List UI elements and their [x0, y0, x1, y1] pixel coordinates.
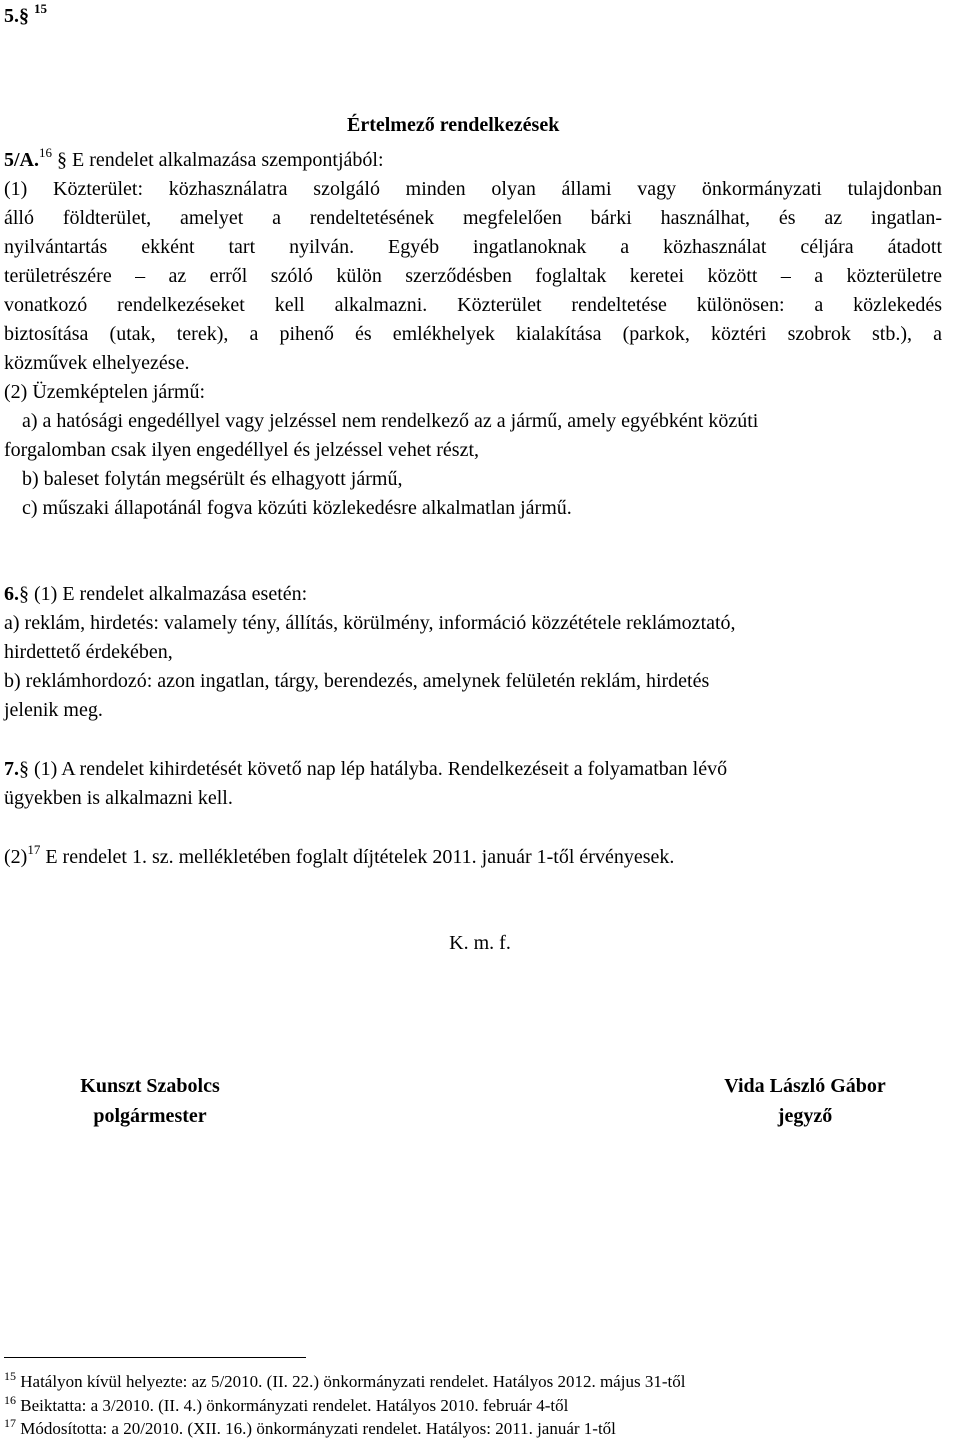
paragraph-line: biztosítása (utak, terek), a pihenő és emlékhelyek kialakítása (parkok, köztéri szobrok stb.), a: [4, 323, 942, 345]
signature-right-name: Vida László Gábor: [724, 1075, 886, 1097]
paragraph-text: (1) A rendelet kihirdetését követő nap lép hatályba. Rendelkezéseit a folyamatban lévő: [34, 758, 728, 780]
paragraph-line: ügyekben is alkalmazni kell.: [4, 787, 233, 809]
section-sign: §: [57, 149, 67, 171]
paragraph-line: álló földterület, amelyet a rendeltetésének megfelelően bárki használhat, és az ingatlan-: [4, 207, 942, 229]
footnote-number: 15: [4, 1369, 16, 1383]
footnote-text: Hatályon kívül helyezte: az 5/2010. (II. 22.) önkormányzati rendelet. Hatályos 2012. május 31-től: [20, 1372, 686, 1391]
section-sign: §: [19, 583, 29, 605]
footnote-number: 17: [4, 1416, 16, 1430]
section-sign: §: [19, 5, 29, 27]
paragraph-line: (1) Közterület: közhasználatra szolgáló minden olyan állami vagy önkormányzati tulajdonban: [4, 178, 942, 200]
intro-text: (1) E rendelet alkalmazása esetén:: [34, 583, 308, 605]
list-item: b) baleset folytán megsérült és elhagyott jármű,: [22, 468, 403, 490]
section-7-line: [4, 757, 942, 781]
footnote-ref: 15: [34, 1, 47, 16]
paragraph-line: közművek elhelyezése.: [4, 352, 190, 374]
paragraph-line: nyilvántartás ekként tart nyilván. Egyéb ingatlanoknak a közhasználat céljára átadott: [4, 236, 942, 258]
section-title: Értelmező rendelkezések: [347, 114, 560, 136]
section-number: 7.: [4, 758, 19, 780]
list-item-continuation: jelenik meg.: [4, 699, 103, 721]
section-number: 5/A.: [4, 149, 39, 171]
list-item: b) reklámhordozó: azon ingatlan, tárgy, berendezés, amelynek felületén reklám, hirdetés: [4, 670, 710, 692]
paragraph-line: vonatkozó rendelkezéseket kell alkalmazni. Közterület rendeltetése különösen: a közlekedés: [4, 294, 942, 316]
signature-left-name: Kunszt Szabolcs: [80, 1075, 220, 1097]
kmf-text: K. m. f.: [449, 932, 511, 954]
footnote-separator: [4, 1357, 306, 1358]
section-number: 5.: [4, 5, 19, 27]
section-5a-intro: [4, 145, 942, 174]
footnote-ref: 17: [27, 842, 41, 857]
section-6-intro: [4, 582, 942, 606]
list-item-continuation: hirdettető érdekében,: [4, 641, 173, 663]
list-item: a) reklám, hirdetés: valamely tény, állítás, körülmény, információ közzététele reklámoztató,: [4, 612, 736, 634]
footnote-text: Módosította: a 20/2010. (XII. 16.) önkormányzati rendelet. Hatályos: 2011. január 1-től: [20, 1419, 616, 1438]
section-7-paragraph-2: [4, 842, 942, 871]
signature-right-title: jegyző: [777, 1105, 833, 1127]
list-item: c) műszaki állapotánál fogva közúti közlekedésre alkalmatlan jármű.: [22, 497, 572, 519]
section-sign: §: [19, 758, 29, 780]
section-5-heading: [4, 1, 942, 30]
footnote-number: 16: [4, 1393, 16, 1407]
intro-text: E rendelet alkalmazása szempontjából:: [72, 149, 384, 171]
paragraph-line: területrészére – az erről szóló külön szerződésben foglaltak keretei között – a közterületre: [4, 265, 942, 287]
footnote-ref: 16: [39, 145, 52, 160]
signature-left-title: polgármester: [93, 1105, 207, 1127]
footnote: [4, 1416, 942, 1440]
list-item: a) a hatósági engedéllyel vagy jelzéssel nem rendelkező az a jármű, amely egyébként közúti: [22, 410, 759, 432]
footnote: [4, 1369, 942, 1393]
paragraph-number: (2): [4, 846, 28, 868]
list-item-continuation: forgalomban csak ilyen engedéllyel és jelzéssel vehet részt,: [4, 439, 479, 461]
paragraph-text: E rendelet 1. sz. mellékletében foglalt díjtételek 2011. január 1-től érvényesek.: [40, 846, 675, 868]
footnote: [4, 1393, 942, 1417]
footnote-text: Beiktatta: a 3/2010. (II. 4.) önkormányzati rendelet. Hatályos 2010. február 4-től: [20, 1396, 569, 1415]
paragraph-title: (2) Üzemképtelen jármű:: [4, 381, 206, 403]
section-number: 6.: [4, 583, 19, 605]
